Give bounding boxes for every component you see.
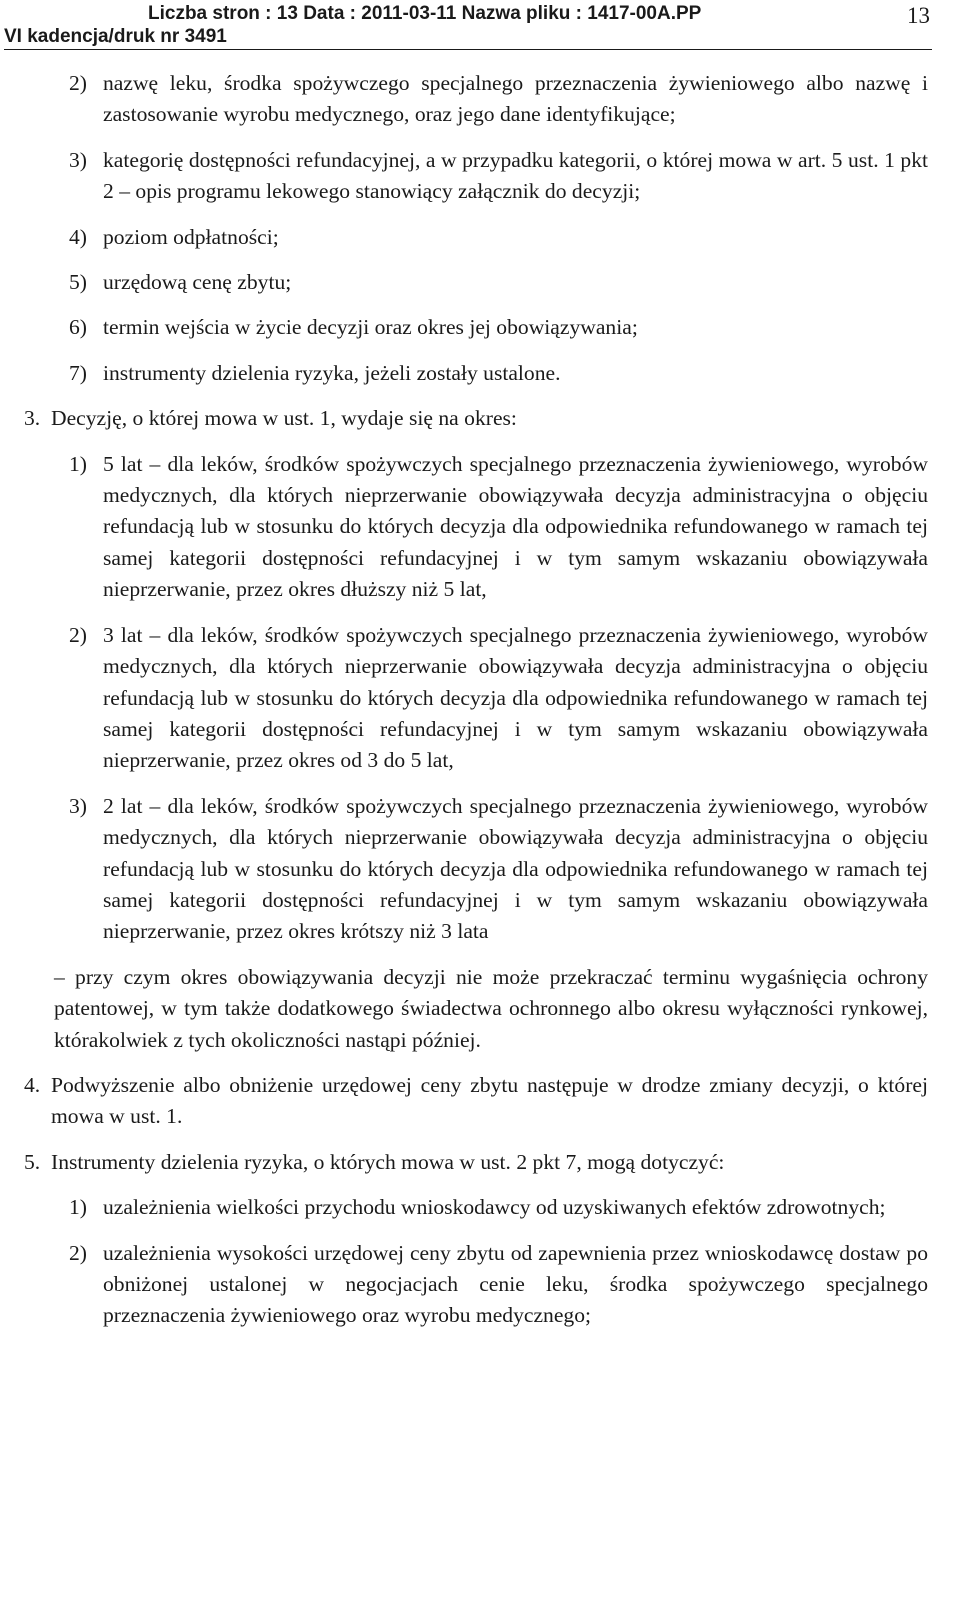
item-text: termin wejścia w życie decyzji oraz okres jej obowiązywania;	[103, 315, 638, 340]
item-number: 1)	[69, 1195, 87, 1220]
section-text: Decyzję, o której mowa w ust. 1, wydaje się na okres:	[51, 406, 517, 431]
list-item	[24, 145, 928, 208]
item-number: 7)	[69, 360, 87, 385]
header-kadencja: VI kadencja/druk nr 3491	[4, 26, 227, 47]
item-number: 6)	[69, 315, 87, 340]
item-text: urzędową cenę zbytu;	[103, 270, 292, 295]
item-text: poziom odpłatności;	[103, 224, 279, 249]
list-item	[24, 791, 928, 948]
item-text: uzależnienia wielkości przychodu wnioskodawcy od uzyskiwanych efektów zdrowotnych;	[103, 1195, 886, 1220]
item-number: 2)	[69, 1240, 87, 1265]
item-text: uzależnienia wysokości urzędowej ceny zbytu od zapewnienia przez wnioskodawcę dostaw po obniżonej ustalonej w negocjacjach cenie leku, środka spożywczego specjalnego przeznaczenia żywieniowego oraz wyrobu medycznego;	[103, 1240, 928, 1328]
item-text: 3 lat – dla leków, środków spożywczych specjalnego przeznaczenia żywieniowego, wyrobów medycznych, dla których nieprzerwanie obowiązywała decyzja administracyjna o objęciu refundacją lub w stosunku do których decyzja dla odpowiednika refundowanego w ramach tej samej kategorii dostępności refundacyjnej i w tym samym wskazaniu obowiązywała nieprzerwanie, przez okres od 3 do 5 lat,	[103, 622, 928, 773]
list-item	[24, 620, 928, 777]
section-number: 5.	[24, 1149, 41, 1174]
item-number: 1)	[69, 451, 87, 476]
page-number: 13	[907, 3, 930, 28]
section-text: Instrumenty dzielenia ryzyka, o których mowa w ust. 2 pkt 7, mogą dotyczyć:	[51, 1149, 725, 1174]
item-number: 3)	[69, 147, 87, 172]
item-number: 3)	[69, 793, 87, 818]
header-metadata: Liczba stron : 13 Data : 2011-03-11 Nazwa pliku : 1417-00A.PP	[148, 3, 702, 24]
section-3	[24, 403, 928, 434]
section-4	[24, 1070, 928, 1133]
item-text: 2 lat – dla leków, środków spożywczych specjalnego przeznaczenia żywieniowego, wyrobów medycznych, dla których nieprzerwanie obowiązywała decyzja administracyjna o objęciu refundacją lub w stosunku do których decyzja dla odpowiednika refundowanego w ramach tej samej kategorii dostępności refundacyjnej i w tym samym wskazaniu obowiązywała nieprzerwanie, przez okres krótszy niż 3 lata	[103, 793, 928, 944]
section-text: Podwyższenie albo obniżenie urzędowej ceny zbytu następuje w drodze zmiany decyzji, o której mowa w ust. 1.	[51, 1072, 928, 1129]
section-5	[24, 1147, 928, 1178]
page-header	[0, 0, 960, 52]
section-3-closing	[24, 962, 928, 1056]
item-number: 2)	[69, 622, 87, 647]
list-item	[24, 449, 928, 606]
item-text: kategorię dostępności refundacyjnej, a w przypadku kategorii, o której mowa w art. 5 ust. 1 pkt 2 – opis programu lekowego stanowiący załącznik do decyzji;	[103, 147, 928, 204]
item-text: nazwę leku, środka spożywczego specjalnego przeznaczenia żywieniowego albo nazwę i zastosowanie wyrobu medycznego, oraz jego dane identyfikujące;	[103, 71, 928, 127]
list-item	[24, 312, 928, 343]
item-number: 4)	[69, 224, 87, 249]
list-item	[24, 267, 928, 298]
document-body	[24, 68, 928, 1346]
list-item	[24, 68, 928, 131]
list-item	[24, 1238, 928, 1332]
list-item	[24, 358, 928, 389]
section-number: 3.	[24, 406, 41, 431]
closing-text: – przy czym okres obowiązywania decyzji nie może przekraczać terminu wygaśnięcia ochrony patentowej, w tym także dodatkowego świadectwa ochronnego albo okresu wyłączności rynkowej, którakolwiek z tych okoliczności nastąpi później.	[54, 964, 928, 1052]
item-text: 5 lat – dla leków, środków spożywczych specjalnego przeznaczenia żywieniowego, wyrobów medycznych, dla których nieprzerwanie obowiązywała decyzja administracyjna o objęciu refundacją lub w stosunku do których decyzja dla odpowiednika refundowanego w ramach tej samej kategorii dostępności refundacyjnej i w tym samym wskazaniu obowiązywała nieprzerwanie, przez okres dłuższy niż 5 lat,	[103, 451, 928, 602]
header-rule	[4, 49, 932, 50]
item-number: 2)	[69, 71, 87, 95]
item-text: instrumenty dzielenia ryzyka, jeżeli zostały ustalone.	[103, 360, 561, 385]
list-item	[24, 222, 928, 253]
section-number: 4.	[24, 1072, 41, 1097]
item-number: 5)	[69, 270, 87, 295]
list-item	[24, 1192, 928, 1223]
